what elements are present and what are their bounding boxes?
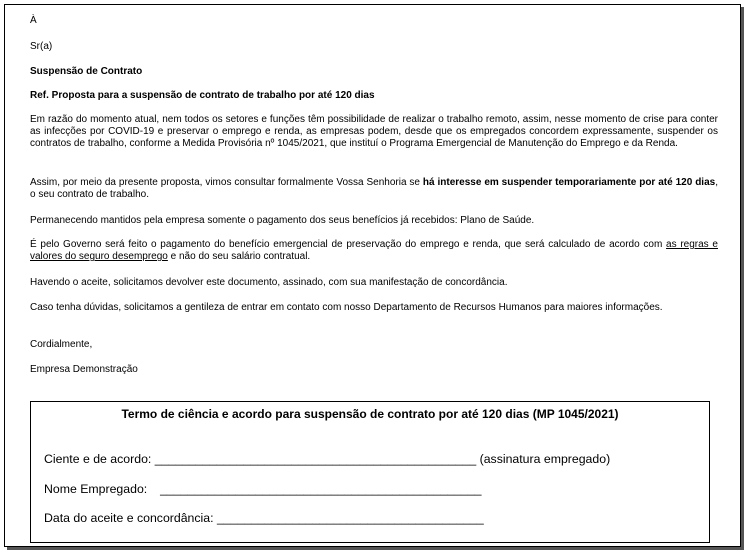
unemployment-insurance-link[interactable]: as regras e valores do seguro desemprego: [30, 239, 718, 263]
agree-label: Ciente e de acordo:: [44, 452, 152, 466]
paragraph-benefits: Permanecendo mantidos pela empresa somente o pagamento dos seus benefícios já recebidos: Plano de Saúde.: [30, 215, 535, 226]
acceptance-form: [30, 401, 710, 543]
company-signature: Empresa Demonstração: [30, 364, 138, 375]
reference-heading: Ref. Proposta para a suspensão de contrato de trabalho por até 120 dias: [30, 90, 375, 101]
agree-row: [44, 452, 610, 466]
date-line[interactable]: _______________________________________: [216, 511, 484, 525]
paragraph-government: [30, 239, 718, 263]
paragraph-proposal-start: Assim, por meio da presente proposta, vimos consultar formalmente Vossa Senhoria se: [30, 177, 423, 188]
agree-suffix: (assinatura empregado): [479, 452, 611, 466]
employee-name-line[interactable]: _______________________________________________: [160, 482, 482, 496]
date-label: Data do aceite e concordância:: [44, 511, 214, 525]
paragraph-contact: Caso tenha dúvidas, solicitamos a gentileza de entrar em contato com nosso Departamento de Recursos Humanos para maiores informações.: [30, 302, 663, 313]
paragraph-proposal-end: , o seu contrato de trabalho.: [30, 177, 718, 201]
date-row: [44, 511, 484, 525]
acceptance-form-title: Termo de ciência e acordo para suspensão de contrato por até 120 dias (MP 1045/2021): [121, 407, 619, 421]
subject-heading: Suspensão de Contrato: [30, 66, 143, 77]
paragraph-proposal: [30, 177, 718, 201]
paragraph-government-end: e não do seu salário contratual.: [167, 251, 311, 263]
employee-row: [44, 482, 482, 496]
paragraph-proposal-highlight: há interesse em suspender temporariamente por até 120 dias: [422, 177, 716, 188]
paragraph-return: Havendo o aceite, solicitamos devolver este documento, assinado, com sua manifestação de concordância.: [30, 277, 508, 288]
header-char: À: [30, 15, 37, 26]
paragraph-government-start: É pelo Governo será feito o pagamento do benefício emergencial de preservação do emprego e renda, que será calculado de acordo com: [30, 239, 667, 250]
employee-label: Nome Empregado:: [44, 482, 148, 496]
paragraph-context: Em razão do momento atual, nem todos os setores e funções têm possibilidade de realizar o trabalho remoto, assim, nesse momento de crise para conter as infecções por COVID-19 e preservar o emprego e renda, as empresas podem, desde que os empregados concordem expressamente, suspender os contratos de trabalho, conforme a Medida Provisória nº 1045/2021, que instituí o Programa Emergencial de Manutenção do Emprego e da Renda.: [30, 114, 718, 150]
salutation: Sr(a): [30, 41, 53, 52]
closing: Cordialmente,: [30, 339, 93, 350]
agree-signature-line[interactable]: _______________________________________________: [154, 452, 477, 466]
